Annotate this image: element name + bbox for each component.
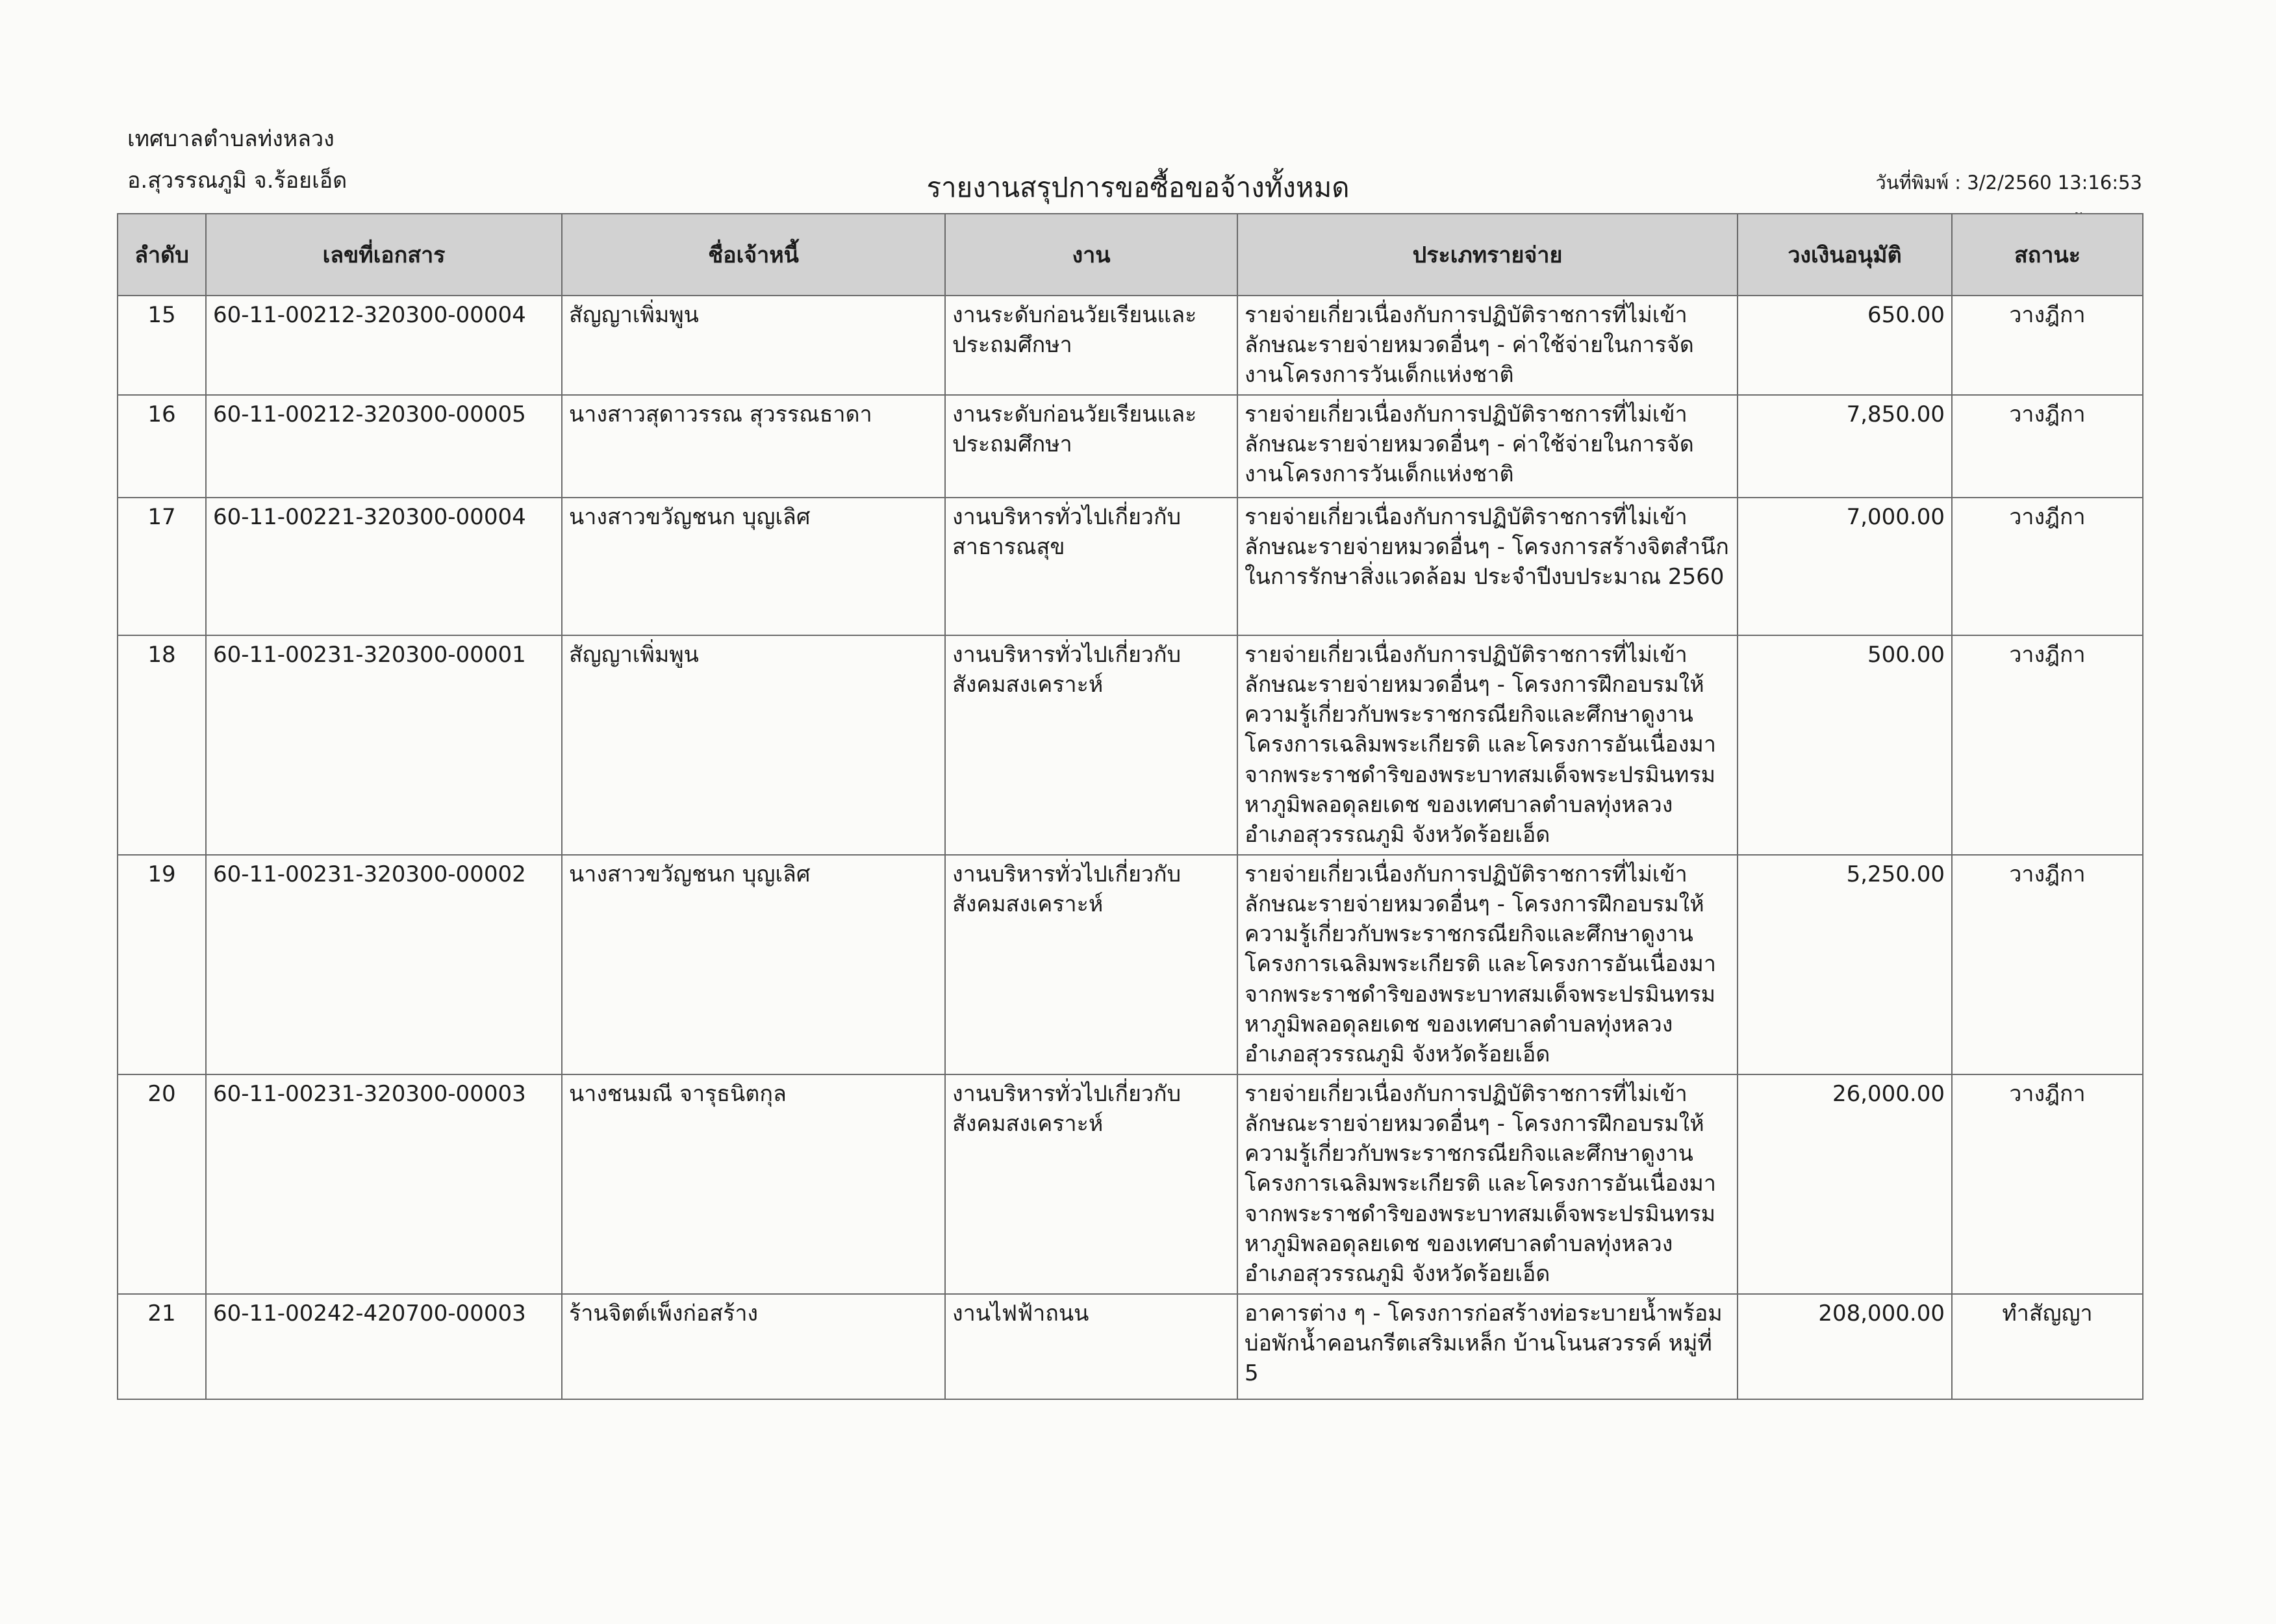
table-row	[118, 1294, 2143, 1399]
procurement-table	[117, 213, 2143, 1400]
cell-doc: 60-11-00242-420700-00003	[206, 1294, 562, 1399]
table-row	[118, 855, 2143, 1074]
table-row	[118, 395, 2143, 498]
cell-work: งานบริหารทั่วไปเกี่ยวกับสังคมสงเคราะห์	[945, 855, 1237, 1074]
cell-status: ทำสัญญา	[1952, 1294, 2143, 1399]
cell-amount: 26,000.00	[1738, 1074, 1952, 1294]
report-title: รายงานสรุปการขอซื้อขอจ้างทั้งหมด	[926, 171, 1350, 203]
org-district: อ.สุวรรณภูมิ จ.ร้อยเอ็ด	[127, 168, 348, 194]
cell-doc: 60-11-00212-320300-00004	[206, 296, 562, 395]
col-header-type: ประเภทรายจ่าย	[1237, 214, 1738, 296]
cell-status: วางฎีกา	[1952, 296, 2143, 395]
cell-amount: 208,000.00	[1738, 1294, 1952, 1399]
cell-type: รายจ่ายเกี่ยวเนื่องกับการปฏิบัติราชการที่ไม่เข้าลักษณะรายจ่ายหมวดอื่นๆ - โครงการฝึกอบรมให้ความรู้เกี่ยวกับพระราชกรณียกิจและศึกษาดูงานโครงการเฉลิมพระเกียรติ และโครงการอันเนื่องมาจากพระราชดำริของพระบาทสมเด็จพระปรมินทรมหาภูมิพลอดุลยเดช ของเทศบาลตำบลทุ่งหลวง อำเภอสุวรรณภูมิ จังหวัดร้อยเอ็ด	[1237, 635, 1738, 855]
cell-type: รายจ่ายเกี่ยวเนื่องกับการปฏิบัติราชการที่ไม่เข้าลักษณะรายจ่ายหมวดอื่นๆ - ค่าใช้จ่ายในการจัดงานโครงการวันเด็กแห่งชาติ	[1237, 296, 1738, 395]
cell-type: รายจ่ายเกี่ยวเนื่องกับการปฏิบัติราชการที่ไม่เข้าลักษณะรายจ่ายหมวดอื่นๆ - โครงการฝึกอบรมให้ความรู้เกี่ยวกับพระราชกรณียกิจและศึกษาดูงานโครงการเฉลิมพระเกียรติ และโครงการอันเนื่องมาจากพระราชดำริของพระบาทสมเด็จพระปรมินทรมหาภูมิพลอดุลยเดช ของเทศบาลตำบลทุ่งหลวง อำเภอสุวรรณภูมิ จังหวัดร้อยเอ็ด	[1237, 1074, 1738, 1294]
cell-work: งานบริหารทั่วไปเกี่ยวกับสังคมสงเคราะห์	[945, 1074, 1237, 1294]
cell-vendor: สัญญาเพิ่มพูน	[562, 635, 945, 855]
cell-work: งานไฟฟ้าถนน	[945, 1294, 1237, 1399]
cell-status: วางฎีกา	[1952, 395, 2143, 498]
col-header-doc: เลขที่เอกสาร	[206, 214, 562, 296]
cell-amount: 500.00	[1738, 635, 1952, 855]
cell-work: งานบริหารทั่วไปเกี่ยวกับสาธารณสุข	[945, 498, 1237, 635]
cell-no: 15	[118, 296, 206, 395]
cell-type: อาคารต่าง ๆ - โครงการก่อสร้างท่อระบายน้ำพร้อมบ่อพักน้ำคอนกรีตเสริมเหล็ก บ้านโนนสวรรค์ หมู่ที่ 5	[1237, 1294, 1738, 1399]
table-row	[118, 1074, 2143, 1294]
print-date: วันที่พิมพ์ : 3/2/2560 13:16:53	[1875, 171, 2142, 194]
cell-doc: 60-11-00231-320300-00003	[206, 1074, 562, 1294]
cell-type: รายจ่ายเกี่ยวเนื่องกับการปฏิบัติราชการที่ไม่เข้าลักษณะรายจ่ายหมวดอื่นๆ - โครงการฝึกอบรมให้ความรู้เกี่ยวกับพระราชกรณียกิจและศึกษาดูงานโครงการเฉลิมพระเกียรติ และโครงการอันเนื่องมาจากพระราชดำริของพระบาทสมเด็จพระปรมินทรมหาภูมิพลอดุลยเดช ของเทศบาลตำบลทุ่งหลวง อำเภอสุวรรณภูมิ จังหวัดร้อยเอ็ด	[1237, 855, 1738, 1074]
col-header-status: สถานะ	[1952, 214, 2143, 296]
cell-no: 18	[118, 635, 206, 855]
org-name: เทศบาลตำบลท่งหลวง	[127, 126, 335, 152]
col-header-vendor: ชื่อเจ้าหนี้	[562, 214, 945, 296]
table-row	[118, 498, 2143, 635]
cell-status: วางฎีกา	[1952, 635, 2143, 855]
cell-no: 20	[118, 1074, 206, 1294]
cell-vendor: ร้านจิตต์เพ็งก่อสร้าง	[562, 1294, 945, 1399]
cell-vendor: นางสาวขวัญชนก บุญเลิศ	[562, 855, 945, 1074]
cell-doc: 60-11-00212-320300-00005	[206, 395, 562, 498]
cell-type: รายจ่ายเกี่ยวเนื่องกับการปฏิบัติราชการที่ไม่เข้าลักษณะรายจ่ายหมวดอื่นๆ - โครงการสร้างจิตสำนึกในการรักษาสิ่งแวดล้อม ประจำปีงบประมาณ 2560	[1237, 498, 1738, 635]
col-header-work: งาน	[945, 214, 1237, 296]
cell-work: งานระดับก่อนวัยเรียนและประถมศึกษา	[945, 296, 1237, 395]
cell-no: 17	[118, 498, 206, 635]
cell-amount: 5,250.00	[1738, 855, 1952, 1074]
cell-type: รายจ่ายเกี่ยวเนื่องกับการปฏิบัติราชการที่ไม่เข้าลักษณะรายจ่ายหมวดอื่นๆ - ค่าใช้จ่ายในการจัดงานโครงการวันเด็กแห่งชาติ	[1237, 395, 1738, 498]
cell-doc: 60-11-00221-320300-00004	[206, 498, 562, 635]
cell-status: วางฎีกา	[1952, 498, 2143, 635]
cell-amount: 7,000.00	[1738, 498, 1952, 635]
table-row	[118, 296, 2143, 395]
cell-vendor: นางชนมณี จารุธนิตกุล	[562, 1074, 945, 1294]
cell-vendor: สัญญาเพิ่มพูน	[562, 296, 945, 395]
cell-no: 19	[118, 855, 206, 1074]
table-header-row	[118, 214, 2143, 296]
col-header-amount: วงเงินอนุมัติ	[1738, 214, 1952, 296]
table-row	[118, 635, 2143, 855]
cell-status: วางฎีกา	[1952, 1074, 2143, 1294]
cell-doc: 60-11-00231-320300-00001	[206, 635, 562, 855]
col-header-no: ลำดับ	[118, 214, 206, 296]
cell-work: งานระดับก่อนวัยเรียนและประถมศึกษา	[945, 395, 1237, 498]
cell-no: 21	[118, 1294, 206, 1399]
cell-vendor: นางสาวขวัญชนก บุญเลิศ	[562, 498, 945, 635]
cell-work: งานบริหารทั่วไปเกี่ยวกับสังคมสงเคราะห์	[945, 635, 1237, 855]
cell-status: วางฎีกา	[1952, 855, 2143, 1074]
cell-no: 16	[118, 395, 206, 498]
cell-doc: 60-11-00231-320300-00002	[206, 855, 562, 1074]
cell-amount: 650.00	[1738, 296, 1952, 395]
cell-vendor: นางสาวสุดาวรรณ สุวรรณธาดา	[562, 395, 945, 498]
cell-amount: 7,850.00	[1738, 395, 1952, 498]
